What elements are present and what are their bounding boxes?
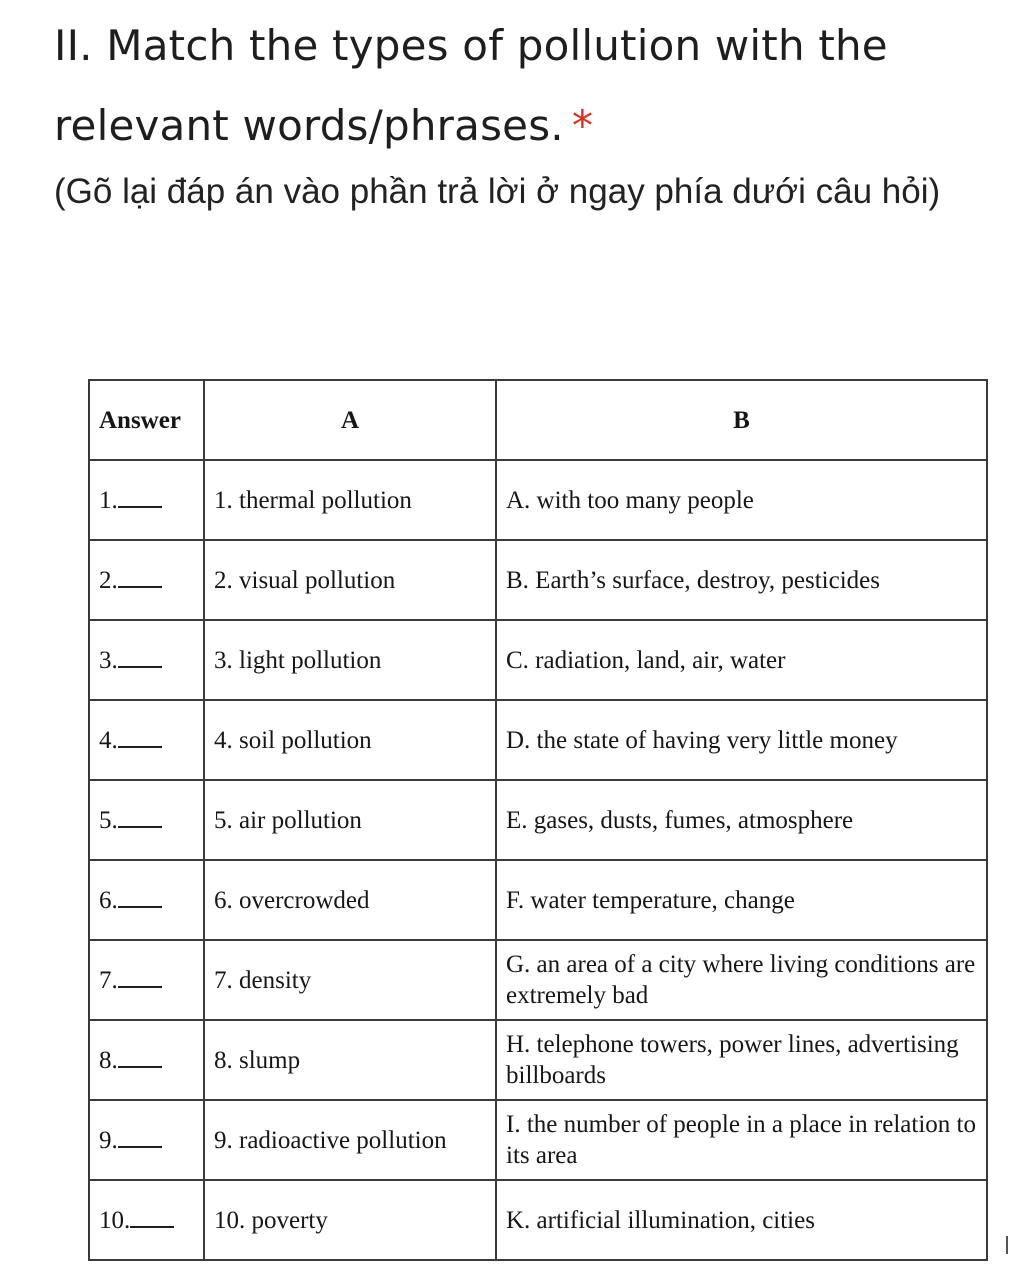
column-a-cell: 2. visual pollution — [204, 540, 496, 620]
question-title-text: II. Match the types of pollution with the relevant words/phrases. — [54, 21, 888, 150]
answer-number: 8. — [99, 1046, 118, 1074]
answer-cell — [89, 860, 204, 940]
answer-number: 2. — [99, 566, 118, 594]
header-b: B — [496, 380, 987, 460]
answer-cell — [89, 940, 204, 1020]
table-row — [89, 860, 987, 940]
column-b-cell: B. Earth’s surface, destroy, pesticides — [496, 540, 987, 620]
question-instruction: (Gõ lại đáp án vào phần trả lời ở ngay phía dưới câu hỏi) — [54, 172, 941, 211]
answer-blank — [118, 1128, 162, 1148]
answer-blank — [118, 808, 162, 828]
answer-blank — [118, 888, 162, 908]
column-b-cell: G. an area of a city where living conditions are extremely bad — [496, 940, 987, 1020]
answer-number: 1. — [99, 486, 118, 514]
column-b-cell: D. the state of having very little money — [496, 700, 987, 780]
column-a-cell: 9. radioactive pollution — [204, 1100, 496, 1180]
column-b-cell: C. radiation, land, air, water — [496, 620, 987, 700]
table-row — [89, 1180, 987, 1260]
answer-number: 4. — [99, 726, 118, 754]
answer-blank — [118, 488, 162, 508]
answer-number: 5. — [99, 806, 118, 834]
answer-blank — [118, 568, 162, 588]
answer-number: 6. — [99, 886, 118, 914]
answer-cell — [89, 460, 204, 540]
column-a-cell: 6. overcrowded — [204, 860, 496, 940]
answer-number: 7. — [99, 966, 118, 994]
answer-blank — [118, 1048, 162, 1068]
table-header-row — [89, 380, 987, 460]
answer-cell — [89, 1100, 204, 1180]
table-row — [89, 940, 987, 1020]
table-row — [89, 780, 987, 860]
column-b-cell: A. with too many people — [496, 460, 987, 540]
answer-cell — [89, 780, 204, 860]
column-b-cell: K. artificial illumination, cities — [496, 1180, 987, 1260]
answer-blank — [118, 648, 162, 668]
table-row — [89, 620, 987, 700]
table-row — [89, 1100, 987, 1180]
answer-blank — [130, 1208, 174, 1228]
answer-cell — [89, 620, 204, 700]
answer-number: 3. — [99, 646, 118, 674]
column-a-cell: 7. density — [204, 940, 496, 1020]
column-b-cell: I. the number of people in a place in relation to its area — [496, 1100, 987, 1180]
column-a-cell: 4. soil pollution — [204, 700, 496, 780]
column-a-cell: 8. slump — [204, 1020, 496, 1100]
column-a-cell: 5. air pollution — [204, 780, 496, 860]
column-a-cell: 10. poverty — [204, 1180, 496, 1260]
answer-cell — [89, 1020, 204, 1100]
column-a-cell: 1. thermal pollution — [204, 460, 496, 540]
header-answer: Answer — [89, 380, 204, 460]
answer-cell — [89, 540, 204, 620]
answer-blank — [118, 968, 162, 988]
table-row — [89, 700, 987, 780]
answer-cell — [89, 700, 204, 780]
header-a: A — [204, 380, 496, 460]
table-row — [89, 540, 987, 620]
column-b-cell: E. gases, dusts, fumes, atmosphere — [496, 780, 987, 860]
column-b-cell: F. water temperature, change — [496, 860, 987, 940]
text-cursor — [1006, 1236, 1008, 1254]
answer-blank — [118, 728, 162, 748]
required-asterisk: * — [571, 101, 594, 150]
answer-number: 10. — [99, 1206, 131, 1234]
answer-cell — [89, 1180, 204, 1260]
table-row — [89, 460, 987, 540]
column-b-cell: H. telephone towers, power lines, advertising billboards — [496, 1020, 987, 1100]
table-row — [89, 1020, 987, 1100]
matching-table — [88, 379, 988, 1261]
answer-number: 9. — [99, 1126, 118, 1154]
question-title — [54, 6, 1004, 166]
column-a-cell: 3. light pollution — [204, 620, 496, 700]
